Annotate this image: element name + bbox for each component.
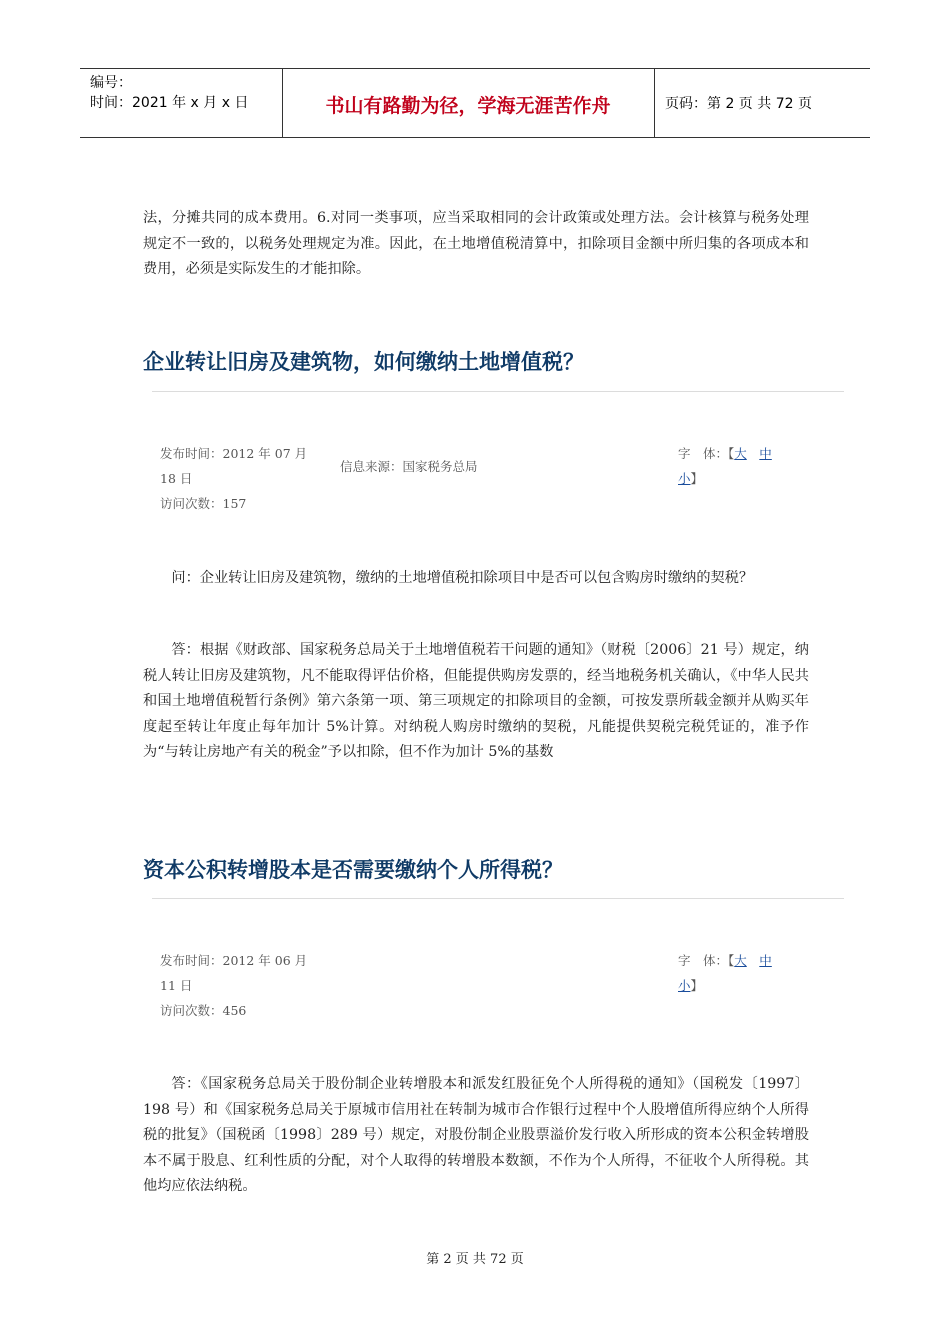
font-small-link[interactable]: 小 [678, 978, 691, 993]
header-motto: 书山有路勤为径，学海无涯苦作舟 [325, 95, 611, 117]
font-small-link[interactable]: 小 [678, 471, 691, 486]
font-size-switcher [678, 441, 772, 491]
article-meta [160, 441, 307, 516]
visit-count: 访问次数：456 [160, 1003, 247, 1018]
font-large-link[interactable]: 大 [734, 446, 747, 461]
page-header [80, 68, 870, 138]
date-line: 时间：2021 年 x 月 x 日 [90, 95, 249, 111]
question-paragraph: 问：企业转让旧房及建筑物，缴纳的土地增值税扣除项目中是否可以包含购房时缴纳的契税？ [171, 570, 754, 586]
font-size-label: 字 体：【 [678, 446, 735, 461]
font-medium-link[interactable]: 中 [759, 446, 772, 461]
publish-time-day: 11 日 [160, 978, 193, 993]
font-medium-link[interactable]: 中 [759, 953, 772, 968]
serial-label: 编号： [90, 75, 132, 91]
font-size-bracket: 】 [690, 978, 704, 993]
header-page-info: 页码：第 2 页 共 72 页 [665, 96, 812, 112]
page-footer: 第 2 页 共 72 页 [426, 1252, 524, 1267]
header-meta [90, 73, 248, 113]
article-meta [160, 948, 307, 1023]
font-large-link[interactable]: 大 [734, 953, 747, 968]
publish-time-day: 18 日 [160, 471, 193, 486]
font-size-label: 字 体：【 [678, 953, 735, 968]
visit-count: 访问次数：157 [160, 496, 247, 511]
info-source: 信息来源：国家税务总局 [340, 459, 478, 474]
article-title: 资本公积转增股本是否需要缴纳个人所得税？ [143, 858, 563, 882]
intro-paragraph: 法，分摊共同的成本费用。6.对同一类事项，应当采取相同的会计政策或处理方法。会计核算与税务处理规定不一致的，以税务处理规定为准。因此，在土地增值税清算中，扣除项目金额中所归集的各项成本和费用，必须是实际发生的才能扣除。 [143, 210, 809, 277]
font-size-switcher [678, 948, 772, 998]
title-divider [152, 898, 844, 899]
article-title: 企业转让旧房及建筑物，如何缴纳土地增值税？ [143, 350, 584, 374]
answer-paragraph: 答：根据《财政部、国家税务总局关于土地增值税若干问题的通知》（财税〔2006〕21 号）规定，纳税人转让旧房及建筑物，凡不能取得评估价格，但能提供购房发票的，经当地税务机关确认，《中华人民共和国土地增值税暂行条例》第六条第一项、第三项规定的扣除项目的金额，可按发票所载金额并从购买年度起至转让年度止每年加计 5%计算。对纳税人购房时缴纳的契税，凡能提供契税完税凭证的，准予作为“与转让房地产有关的税金”予以扣除，但不作为加计 5%的基数 [143, 642, 809, 760]
title-divider [152, 391, 844, 392]
header-divider [654, 69, 655, 137]
publish-time: 发布时间：2012 年 06 月 [160, 953, 308, 968]
publish-time: 发布时间：2012 年 07 月 [160, 446, 308, 461]
answer-paragraph: 答：《国家税务总局关于股份制企业转增股本和派发红股征免个人所得税的通知》（国税发〔1997〕198 号）和《国家税务总局关于原城市信用社在转制为城市合作银行过程中个人股增值所得应纳个人所得税的批复》（国税函〔1998〕289 号）规定，对股份制企业股票溢价发行收入所形成的资本公积金转增股本不属于股息、红利性质的分配，对个人取得的转增股本数额，不作为个人所得，不征收个人所得税。其他均应依法纳税。 [143, 1076, 809, 1194]
font-size-bracket: 】 [690, 471, 704, 486]
